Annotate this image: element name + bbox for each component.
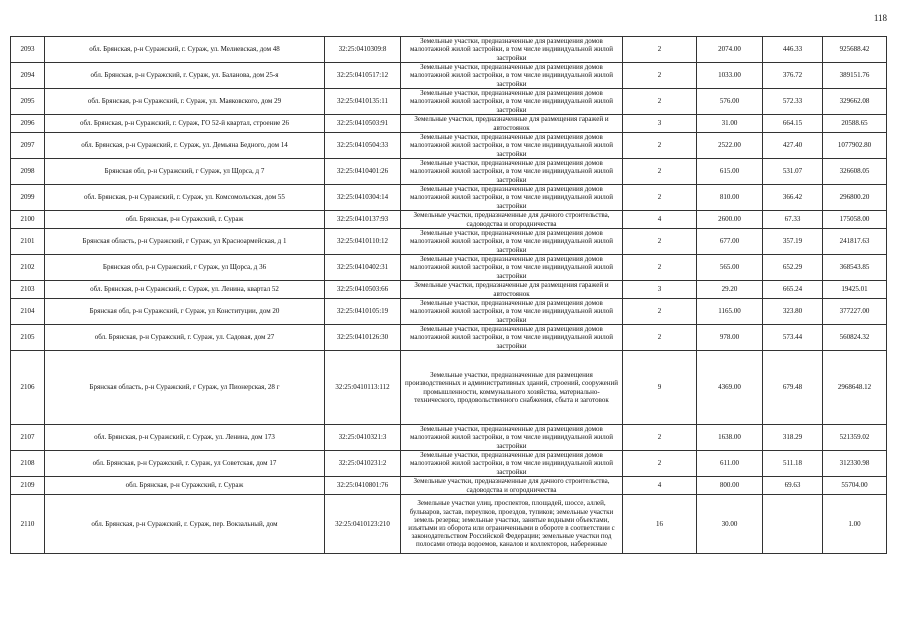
- specific-value-cell: 665.24: [763, 281, 823, 299]
- specific-value-cell: 323.80: [763, 299, 823, 325]
- cadastral-value-cell: 175058.00: [823, 211, 887, 229]
- land-use-cell: Земельные участки, предназначенные для размещения домов малоэтажной жилой застройки, в том числе индивидуальной жилой застройки: [401, 451, 623, 477]
- cadastral-value-cell: 925688.42: [823, 37, 887, 63]
- table-row: [11, 185, 887, 211]
- cadastral-value-cell: 1077902.80: [823, 133, 887, 159]
- row-number-cell: 2100: [11, 211, 45, 229]
- row-number-cell: 2098: [11, 159, 45, 185]
- cadastral-number-cell: 32:25:0410135:11: [325, 89, 401, 115]
- land-use-cell: Земельные участки, предназначенные для размещения домов малоэтажной жилой застройки, в том числе индивидуальной жилой застройки: [401, 89, 623, 115]
- cadastral-number-cell: 32:25:0410123:210: [325, 495, 401, 554]
- cadastral-value-cell: 560824.32: [823, 325, 887, 351]
- land-use-cell: Земельные участки, предназначенные для размещения домов малоэтажной жилой застройки, в том числе индивидуальной жилой застройки: [401, 159, 623, 185]
- address-cell: обл. Брянская, р-н Суражский, г. Сураж: [45, 477, 325, 495]
- cadastral-number-cell: 32:25:0410105:19: [325, 299, 401, 325]
- area-cell: 615.00: [697, 159, 763, 185]
- table-row: [11, 325, 887, 351]
- land-use-cell: Земельные участки, предназначенные для размещения производственных и административных зданий, строений, сооружений промышленности, коммунального хозяйства, материально-технического, продовольственного снабжения, сбыта и заготовок: [401, 351, 623, 425]
- table-row: [11, 351, 887, 425]
- cadastral-number-cell: 32:25:0410110:12: [325, 229, 401, 255]
- use-code-cell: 3: [623, 115, 697, 133]
- cadastral-value-cell: 1.00: [823, 495, 887, 554]
- row-number-cell: 2104: [11, 299, 45, 325]
- address-cell: обл. Брянская, р-н Суражский, г. Сураж, ул. Ленина, дом 173: [45, 425, 325, 451]
- area-cell: 611.00: [697, 451, 763, 477]
- cadastral-value-cell: 296800.20: [823, 185, 887, 211]
- address-cell: обл. Брянская, р-н Суражский, г. Сураж, ул. Комсомольская, дом 55: [45, 185, 325, 211]
- use-code-cell: 16: [623, 495, 697, 554]
- specific-value-cell: 511.18: [763, 451, 823, 477]
- address-cell: обл. Брянская, р-н Суражский, г. Сураж, ул. Маяковского, дом 29: [45, 89, 325, 115]
- cadastral-number-cell: 32:25:0410321:3: [325, 425, 401, 451]
- specific-value-cell: 652.29: [763, 255, 823, 281]
- row-number-cell: 2110: [11, 495, 45, 554]
- cadastral-value-cell: 377227.00: [823, 299, 887, 325]
- land-use-cell: Земельные участки, предназначенные для размещения домов малоэтажной жилой застройки, в том числе индивидуальной жилой застройки: [401, 229, 623, 255]
- land-use-cell: Земельные участки, предназначенные для размещения домов малоэтажной жилой застройки, в том числе индивидуальной жилой застройки: [401, 37, 623, 63]
- address-cell: Брянская обл, р-н Суражский, г Сураж, ул Щорса, д 36: [45, 255, 325, 281]
- table-row: [11, 495, 887, 554]
- use-code-cell: 2: [623, 299, 697, 325]
- row-number-cell: 2097: [11, 133, 45, 159]
- row-number-cell: 2101: [11, 229, 45, 255]
- cadastral-number-cell: 32:25:0410231:2: [325, 451, 401, 477]
- area-cell: 810.00: [697, 185, 763, 211]
- cadastral-number-cell: 32:25:0410402:31: [325, 255, 401, 281]
- table-row: [11, 477, 887, 495]
- cadastral-number-cell: 32:25:0410503:91: [325, 115, 401, 133]
- area-cell: 565.00: [697, 255, 763, 281]
- table-row: [11, 159, 887, 185]
- cadastral-value-cell: 312330.98: [823, 451, 887, 477]
- land-use-cell: Земельные участки улиц, проспектов, площадей, шоссе, аллей, бульваров, застав, переулков, проездов, тупиков; земельные участки земель резерва; земельные участки, занятые водными объектами, изъятыми из оборота или ограниченными в обороте в соответствии с законодательством Российской Федерации; земельные участки под полосами отвода водоемов, каналов и коллекторов, набережные: [401, 495, 623, 554]
- cadastral-number-cell: 32:25:0410801:76: [325, 477, 401, 495]
- row-number-cell: 2096: [11, 115, 45, 133]
- cadastral-number-cell: 32:25:0410309:8: [325, 37, 401, 63]
- specific-value-cell: 366.42: [763, 185, 823, 211]
- use-code-cell: 4: [623, 477, 697, 495]
- address-cell: Брянская обл, р-н Суражский, г Сураж, ул Щорса, д 7: [45, 159, 325, 185]
- specific-value-cell: 427.40: [763, 133, 823, 159]
- land-use-cell: Земельные участки, предназначенные для размещения домов малоэтажной жилой застройки, в том числе индивидуальной жилой застройки: [401, 299, 623, 325]
- row-number-cell: 2095: [11, 89, 45, 115]
- cadastral-number-cell: 32:25:0410126:30: [325, 325, 401, 351]
- table-row: [11, 229, 887, 255]
- specific-value-cell: 67.33: [763, 211, 823, 229]
- use-code-cell: 3: [623, 281, 697, 299]
- area-cell: 2522.00: [697, 133, 763, 159]
- row-number-cell: 2109: [11, 477, 45, 495]
- cadastral-value-cell: 329662.08: [823, 89, 887, 115]
- address-cell: обл. Брянская, р-н Суражский, г. Сураж, ул. Демьяна Бедного, дом 14: [45, 133, 325, 159]
- specific-value-cell: 573.44: [763, 325, 823, 351]
- use-code-cell: 2: [623, 133, 697, 159]
- land-use-cell: Земельные участки, предназначенные для дачного строительства, садоводства и огородничества: [401, 477, 623, 495]
- page-number: 118: [873, 13, 887, 23]
- table-row: [11, 281, 887, 299]
- cadastral-value-cell: 521359.02: [823, 425, 887, 451]
- area-cell: 2074.00: [697, 37, 763, 63]
- cadastral-value-cell: 19425.01: [823, 281, 887, 299]
- use-code-cell: 2: [623, 255, 697, 281]
- use-code-cell: 2: [623, 325, 697, 351]
- specific-value-cell: 69.63: [763, 477, 823, 495]
- use-code-cell: 2: [623, 89, 697, 115]
- cadastral-number-cell: 32:25:0410113:112: [325, 351, 401, 425]
- row-number-cell: 2108: [11, 451, 45, 477]
- area-cell: 1638.00: [697, 425, 763, 451]
- row-number-cell: 2105: [11, 325, 45, 351]
- area-cell: 576.00: [697, 89, 763, 115]
- use-code-cell: 2: [623, 229, 697, 255]
- cadastral-value-table: [10, 36, 887, 554]
- area-cell: 800.00: [697, 477, 763, 495]
- specific-value-cell: 531.07: [763, 159, 823, 185]
- row-number-cell: 2093: [11, 37, 45, 63]
- cadastral-value-cell: 2968648.12: [823, 351, 887, 425]
- use-code-cell: 2: [623, 159, 697, 185]
- table-row: [11, 299, 887, 325]
- address-cell: обл. Брянская, р-н Суражский, г. Сураж, пер. Вокзальный, дом: [45, 495, 325, 554]
- cadastral-value-cell: 55704.00: [823, 477, 887, 495]
- cadastral-value-cell: 389151.76: [823, 63, 887, 89]
- address-cell: Брянская область, р-н Суражский, г Сураж, ул Красноармейская, д 1: [45, 229, 325, 255]
- area-cell: 30.00: [697, 495, 763, 554]
- table-row: [11, 115, 887, 133]
- address-cell: Брянская область, р-н Суражский, г Сураж, ул Пионерская, 28 г: [45, 351, 325, 425]
- use-code-cell: 2: [623, 37, 697, 63]
- cadastral-number-cell: 32:25:0410517:12: [325, 63, 401, 89]
- table-row: [11, 255, 887, 281]
- address-cell: обл. Брянская, р-н Суражский, г. Сураж, ул. Ленина, квартал 52: [45, 281, 325, 299]
- address-cell: обл. Брянская, р-н Суражский, г. Сураж, ул. Мелиевская, дом 48: [45, 37, 325, 63]
- address-cell: обл. Брянская, р-н Суражский, г. Сураж: [45, 211, 325, 229]
- use-code-cell: 4: [623, 211, 697, 229]
- row-number-cell: 2103: [11, 281, 45, 299]
- row-number-cell: 2094: [11, 63, 45, 89]
- cadastral-number-cell: 32:25:0410504:33: [325, 133, 401, 159]
- row-number-cell: 2106: [11, 351, 45, 425]
- land-use-cell: Земельные участки, предназначенные для размещения домов малоэтажной жилой застройки, в том числе индивидуальной жилой застройки: [401, 63, 623, 89]
- area-cell: 1165.00: [697, 299, 763, 325]
- table-row: [11, 211, 887, 229]
- land-use-cell: Земельные участки, предназначенные для дачного строительства, садоводства и огородничества: [401, 211, 623, 229]
- cadastral-number-cell: 32:25:0410401:26: [325, 159, 401, 185]
- row-number-cell: 2107: [11, 425, 45, 451]
- specific-value-cell: 679.48: [763, 351, 823, 425]
- specific-value-cell: [763, 495, 823, 554]
- land-use-cell: Земельные участки, предназначенные для размещения гаражей и автостоянок: [401, 281, 623, 299]
- area-cell: 31.00: [697, 115, 763, 133]
- cadastral-value-cell: 368543.85: [823, 255, 887, 281]
- land-use-cell: Земельные участки, предназначенные для размещения гаражей и автостоянок: [401, 115, 623, 133]
- land-use-cell: Земельные участки, предназначенные для размещения домов малоэтажной жилой застройки, в том числе индивидуальной жилой застройки: [401, 325, 623, 351]
- specific-value-cell: 357.19: [763, 229, 823, 255]
- table-row: [11, 63, 887, 89]
- cadastral-value-cell: 241817.63: [823, 229, 887, 255]
- land-use-cell: Земельные участки, предназначенные для размещения домов малоэтажной жилой застройки, в том числе индивидуальной жилой застройки: [401, 255, 623, 281]
- row-number-cell: 2102: [11, 255, 45, 281]
- use-code-cell: 2: [623, 425, 697, 451]
- cadastral-value-cell: 20588.65: [823, 115, 887, 133]
- address-cell: обл. Брянская, р-н Суражский, г. Сураж, ул. Баланова, дом 25-я: [45, 63, 325, 89]
- specific-value-cell: 664.15: [763, 115, 823, 133]
- area-cell: 1033.00: [697, 63, 763, 89]
- specific-value-cell: 318.29: [763, 425, 823, 451]
- area-cell: 978.00: [697, 325, 763, 351]
- use-code-cell: 2: [623, 185, 697, 211]
- cadastral-value-cell: 326608.05: [823, 159, 887, 185]
- table-body: [11, 37, 887, 554]
- area-cell: 4369.00: [697, 351, 763, 425]
- land-use-cell: Земельные участки, предназначенные для размещения домов малоэтажной жилой застройки, в том числе индивидуальной жилой застройки: [401, 185, 623, 211]
- specific-value-cell: 376.72: [763, 63, 823, 89]
- address-cell: обл. Брянская, р-н Суражский, г. Сураж, ГО 52-й квартал, строение 26: [45, 115, 325, 133]
- address-cell: обл. Брянская, р-н Суражский, г. Сураж, ул Советская, дом 17: [45, 451, 325, 477]
- table-row: [11, 133, 887, 159]
- area-cell: 29.20: [697, 281, 763, 299]
- address-cell: обл. Брянская, р-н Суражский, г. Сураж, ул. Садовая, дом 27: [45, 325, 325, 351]
- table-row: [11, 89, 887, 115]
- specific-value-cell: 572.33: [763, 89, 823, 115]
- area-cell: 2600.00: [697, 211, 763, 229]
- row-number-cell: 2099: [11, 185, 45, 211]
- table-row: [11, 425, 887, 451]
- land-use-cell: Земельные участки, предназначенные для размещения домов малоэтажной жилой застройки, в том числе индивидуальной жилой застройки: [401, 425, 623, 451]
- use-code-cell: 9: [623, 351, 697, 425]
- use-code-cell: 2: [623, 451, 697, 477]
- use-code-cell: 2: [623, 63, 697, 89]
- table-row: [11, 37, 887, 63]
- table-row: [11, 451, 887, 477]
- cadastral-number-cell: 32:25:0410304:14: [325, 185, 401, 211]
- cadastral-number-cell: 32:25:0410503:66: [325, 281, 401, 299]
- cadastral-number-cell: 32:25:0410137:93: [325, 211, 401, 229]
- specific-value-cell: 446.33: [763, 37, 823, 63]
- area-cell: 677.00: [697, 229, 763, 255]
- address-cell: Брянская обл, р-н Суражский, г Сураж, ул Конституции, дом 20: [45, 299, 325, 325]
- land-use-cell: Земельные участки, предназначенные для размещения домов малоэтажной жилой застройки, в том числе индивидуальной жилой застройки: [401, 133, 623, 159]
